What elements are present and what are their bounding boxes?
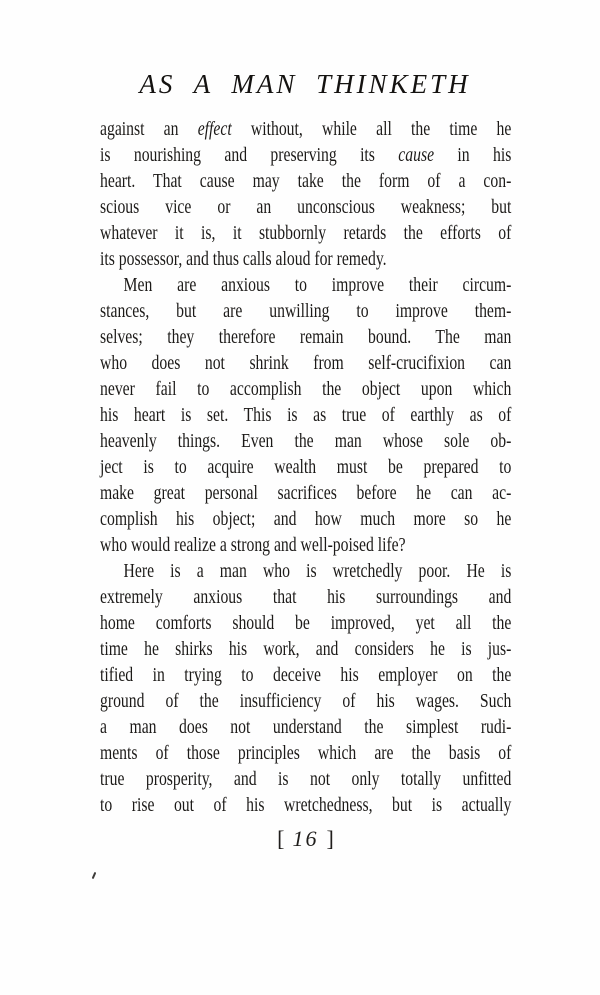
text-line: against an effect without, while all the time he: [100, 118, 512, 140]
text-line: is nourishing and preserving its cause in his: [100, 144, 512, 166]
text-line: heavenly things. Even the man whose sole ob-: [100, 430, 512, 452]
text-line: selves; they therefore remain bound. The man: [100, 326, 512, 348]
text-line: Here is a man who is wretchedly poor. He is: [123, 560, 512, 582]
text-line: true prosperity, and is not only totally unfitted: [100, 768, 512, 790]
text-line: make great personal sacrifices before he can ac-: [100, 482, 512, 504]
text-line: home comforts should be improved, yet all the: [100, 612, 512, 634]
text-line: to rise out of his wretchedness, but is actually: [100, 794, 512, 816]
text-line: who does not shrink from self-crucifixion can: [100, 352, 512, 374]
page-number-bracket-left: [: [277, 826, 285, 851]
page-title: AS A MAN THINKETH: [139, 69, 471, 99]
text-line: its possessor, and thus calls aloud for remedy.: [100, 248, 387, 270]
text-line: extremely anxious that his surroundings and: [100, 586, 512, 608]
text-line: ground of the insufficiency of his wages. Such: [100, 690, 512, 712]
text-line: ments of those principles which are the basis of: [100, 742, 512, 764]
scan-artifact-mark: [92, 872, 97, 879]
page-number-bracket-right: ]: [326, 826, 334, 851]
page-number-value: 16: [292, 826, 319, 851]
text-line: stances, but are unwilling to improve them-: [100, 300, 512, 322]
text-line: complish his object; and how much more so he: [100, 508, 512, 530]
text-line: a man does not understand the simplest rudi-: [100, 716, 512, 738]
text-line: Men are anxious to improve their circum-: [123, 274, 512, 296]
text-line: heart. That cause may take the form of a con-: [100, 170, 512, 192]
text-line: whatever it is, it stubbornly retards the efforts of: [100, 222, 512, 244]
page-number: [100, 824, 511, 854]
text-line: who would realize a strong and well-poised life?: [100, 534, 406, 556]
text-line: time he shirks his work, and considers he is jus-: [100, 638, 512, 660]
text-line: scious vice or an unconscious weakness; but: [100, 196, 512, 218]
body-text: [100, 116, 511, 818]
text-line: never fail to accomplish the object upon which: [100, 378, 512, 400]
text-line: tified in trying to deceive his employer on the: [100, 664, 512, 686]
text-line: ject is to acquire wealth must be prepared to: [100, 456, 512, 478]
text-line: his heart is set. This is as true of earthly as of: [100, 404, 512, 426]
